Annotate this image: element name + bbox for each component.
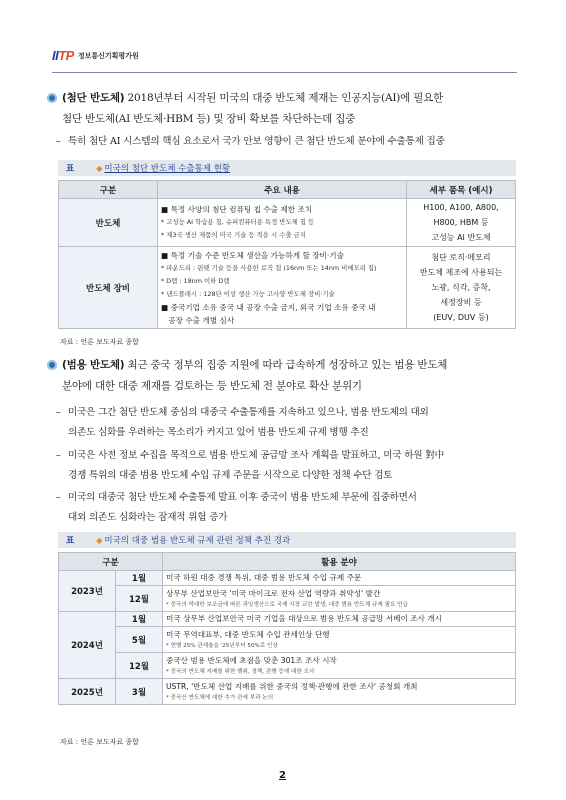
table-label: 표 — [66, 536, 75, 546]
item-line: H800, HBM 등 — [433, 218, 489, 227]
row-category: 반도체 — [59, 199, 158, 247]
row-content — [163, 627, 516, 653]
content-line: ■ 특정 기술 수준 반도체 생산을 가능하게 할 장비·기술 — [161, 250, 344, 260]
table1-export-controls — [58, 180, 516, 329]
sub-point-text: 미국의 대중국 첨단 반도체 수출통제 발표 이후 중국이 범용 반도체 부문에 집중하면서 — [68, 492, 417, 503]
table2-source: 자료 : 언론 보도자료 종합 — [60, 738, 139, 746]
section-tag: (첨단 반도체) — [62, 92, 125, 104]
row-year: 2024년 — [59, 612, 116, 679]
sub-point-text: 의존도 심화를 우려하는 목소리가 커지고 있어 범용 반도체 규제 병행 추진 — [68, 427, 369, 438]
sub-point-text: 미국은 그간 첨단 반도체 중심의 대중국 수출통제를 지속하고 있으나, 범용 반도체의 대외 — [68, 407, 429, 418]
row-year: 2023년 — [59, 571, 116, 612]
para-line: 최근 중국 정부의 집중 지원에 따라 급속하게 성장하고 있는 범용 반도체 — [124, 359, 448, 371]
table1-title-bar — [58, 160, 516, 176]
table-row — [59, 571, 516, 586]
row-category: 반도체 장비 — [59, 247, 158, 329]
table2-policy-timeline — [58, 552, 516, 705]
content-note: * 중국의 막대한 보조금에 따른 과잉생산으로 국제 시장 교란 발생, 대중 범용 반도체 규제 필요 언급 — [166, 601, 408, 608]
table-header: 세부 품목 (예시) — [407, 181, 516, 199]
row-month: 5월 — [116, 627, 163, 653]
row-content — [163, 653, 516, 679]
bullet-icon — [47, 360, 57, 370]
diamond-icon: ◆ — [96, 163, 103, 173]
content-line: ■ 특정 사양의 첨단 컴퓨팅 칩 수출 제한 조치 — [161, 205, 313, 214]
bullet-icon — [47, 93, 57, 103]
row-items — [407, 199, 516, 247]
row-month: 12월 — [116, 653, 163, 679]
content-line: 미국 무역대표부, 대중 반도체 수입 관세인상 단행 — [166, 629, 330, 639]
table1-source: 자료 : 언론 보도자료 종합 — [60, 338, 139, 346]
page-number: 2 — [279, 770, 286, 781]
table-header: 구분 — [59, 181, 158, 199]
content-line: 공장 수출 개별 심사 — [161, 315, 235, 325]
row-content — [158, 199, 407, 247]
row-content — [163, 612, 516, 627]
table-row — [59, 612, 516, 627]
content-note: * 고성능 AI 학습용 칩, 슈퍼컴퓨터용 특정 반도체 칩 등 — [161, 218, 315, 226]
sub-point: – 특히 첨단 AI 시스템의 핵심 요소로서 국가 안보 영향이 큰 첨단 반도체 분야에 수출통제 집중 — [56, 136, 445, 147]
row-content — [163, 586, 516, 612]
content-line: ■ 중국기업 소유 중국 내 공장 수출 금지, 외국 기업 소유 중국 내 — [161, 302, 376, 312]
item-line: 반도체 제조에 사용되는 — [419, 268, 503, 277]
iitp-logo: IITP — [52, 48, 74, 63]
table-header: 활용 분야 — [163, 553, 516, 571]
content-line: 중국산 범용 반도체에 초점을 맞춘 301조 조사 시작 — [166, 655, 337, 665]
row-month: 12월 — [116, 586, 163, 612]
content-note: * D램 : 18nm 이하 D램 — [161, 276, 230, 285]
para-line: 2018년부터 시작된 미국의 대중 반도체 제재는 인공지능(AI)에 필요한 — [124, 92, 444, 104]
section-advanced-semiconductor — [62, 88, 517, 130]
content-note: * 중국의 반도체 지배를 위한 행위, 정책, 관행 등에 대한 조사 — [166, 668, 315, 675]
para-line: 분야에 대한 대중 제재를 검토하는 등 반도체 전 분야로 확산 분위기 — [62, 380, 362, 392]
para-line: 첨단 반도체(AI 반도체·HBM 등) 및 장비 확보를 차단하는데 집중 — [62, 113, 356, 125]
content-note: * 현행 25% 관세율을 '25년부터 50%로 인상 — [166, 642, 278, 649]
table-row — [59, 586, 516, 612]
sub-point-text: 특히 첨단 AI 시스템의 핵심 요소로서 국가 안보 영향이 큰 첨단 반도체 분야에 수출통제 집중 — [68, 136, 445, 147]
section-legacy-semiconductor — [62, 355, 517, 397]
item-line: 첨단 로직·메모리 — [431, 253, 491, 262]
table-row — [59, 679, 516, 705]
content-line: 미국 하원 대중 경쟁 특위, 대중 범용 반도체 수입 규제 주문 — [166, 573, 362, 582]
table-row — [59, 627, 516, 653]
item-line: 고성능 AI 반도체 — [431, 233, 491, 242]
sub-point-text: 미국은 사전 정보 수집을 목적으로 범용 반도체 공급망 조사 계획을 발표하고, 미국 하원 對中 — [68, 450, 445, 461]
sub-point-text: 경쟁 특위의 대중 범용 반도체 수입 규제 주문을 시작으로 다양한 정책 수단 검토 — [68, 470, 393, 481]
row-month: 1월 — [116, 571, 163, 586]
content-note: * 중국산 반도체에 대한 추가 관세 부과 논의 — [166, 694, 274, 701]
item-line: 세정장비 등 — [440, 298, 482, 307]
table-row — [59, 199, 516, 247]
org-name: 정보통신기획평가원 — [77, 51, 139, 60]
row-month: 3월 — [116, 679, 163, 705]
diamond-icon: ◆ — [96, 535, 103, 545]
content-note: * 제3국 생산 제품의 미국 기술 등 적용 시 수출 금지 — [161, 231, 306, 239]
item-line: (EUV, DUV 등) — [433, 313, 489, 322]
row-year: 2025년 — [59, 679, 116, 705]
row-items — [407, 247, 516, 329]
table-header: 주요 내용 — [158, 181, 407, 199]
section-tag: (범용 반도체) — [62, 359, 125, 371]
row-content — [163, 679, 516, 705]
table-row — [59, 653, 516, 679]
page-header — [52, 48, 139, 63]
table-title: 미국의 대중 범용 반도체 규제 관련 정책 추진 경과 — [104, 536, 291, 546]
content-line: USTR, '반도체 산업 지배를 위한 중국의 정책·관행에 관한 조사' 공청회 개최 — [166, 681, 418, 691]
table-title: 미국의 첨단 반도체 수출통제 현황 — [104, 164, 231, 174]
item-line: H100, A100, A800, — [423, 203, 499, 212]
content-note: * 낸드플래시 : 128단 이상 생산 가능 고사양 반도체 장비·기술 — [161, 289, 335, 298]
row-month: 1월 — [116, 612, 163, 627]
table-row — [59, 247, 516, 329]
row-content — [158, 247, 407, 329]
content-line: 상무부 산업보안국 '미국 마이크로 전자 산업 역량과 취약성' 발간 — [166, 588, 381, 598]
sub-point-text: 대외 의존도 심화라는 잠재적 위험 증가 — [68, 512, 228, 523]
table-header: 구분 — [59, 553, 163, 571]
sub-point: – 미국은 그간 첨단 반도체 중심의 대중국 수출통제를 지속하고 있으나, 범용 반도체의 대외 의존도 심화를 우려하는 목소리가 커지고 있어 범용 반도체 규제 병행 추진 — [68, 403, 518, 443]
content-line: 미국 상무부 산업보안국 미국 기업을 대상으로 범용 반도체 공급망 서베이 조사 개시 — [166, 614, 442, 623]
table-label: 표 — [66, 164, 75, 174]
content-note: * 파운드리 : 핀펫 기술 등을 사용한 로직 칩 (16nm 또는 14nm 비메모리 칩) — [161, 263, 377, 272]
sub-point: – 미국은 사전 정보 수집을 목적으로 범용 반도체 공급망 조사 계획을 발표하고, 미국 하원 對中 경쟁 특위의 대중 범용 반도체 수입 규제 주문을 시작으로 다양한 정책 수단 검토 — [68, 446, 518, 486]
table2-title-bar — [58, 532, 516, 548]
sub-point: – 미국의 대중국 첨단 반도체 수출통제 발표 이후 중국이 범용 반도체 부문에 집중하면서 대외 의존도 심화라는 잠재적 위험 증가 — [68, 488, 518, 528]
row-content — [163, 571, 516, 586]
header-divider — [52, 72, 517, 73]
item-line: 노광, 식각, 증착, — [431, 283, 491, 292]
